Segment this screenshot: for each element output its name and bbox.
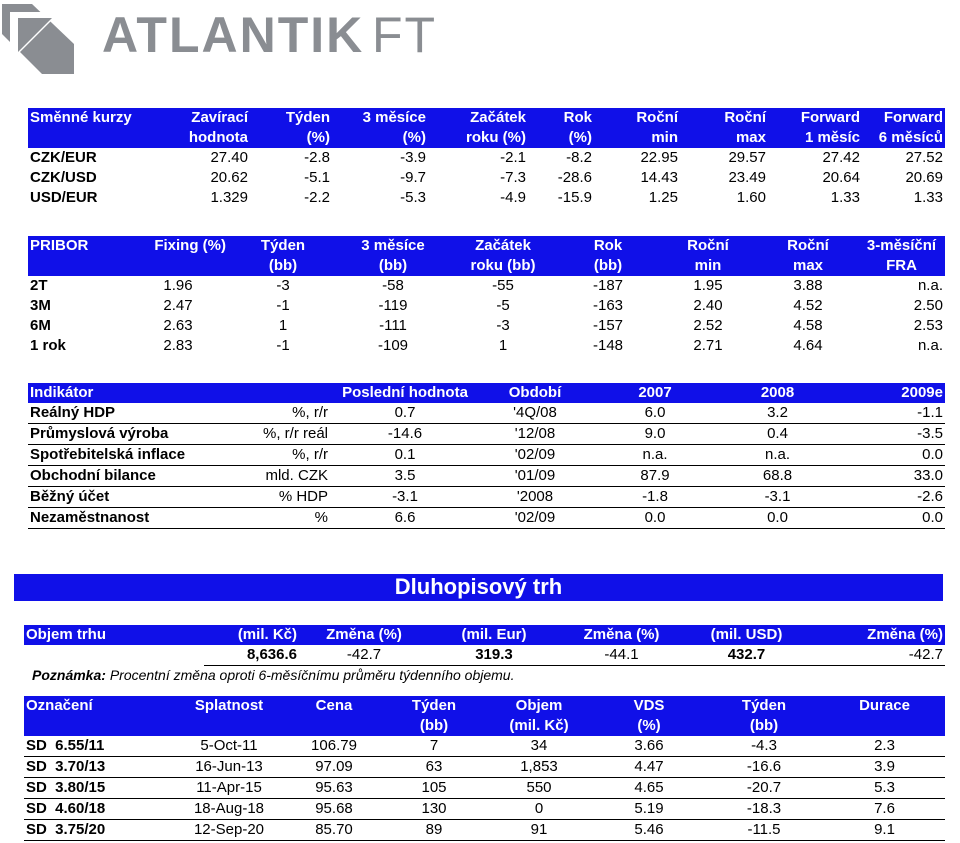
pribor-cell: 1 [278, 317, 288, 334]
table-row [28, 168, 945, 188]
table-row [28, 316, 945, 336]
table-row [28, 336, 945, 356]
fx-cell: 1.60 [736, 189, 766, 206]
bonds-header: Splatnost [174, 696, 284, 716]
bond-cell: 9.1 [824, 820, 945, 841]
fx-header: 3 měsíce [332, 108, 428, 128]
fx-cell: 20.69 [905, 169, 943, 186]
indicator-cell: -3.1 [330, 487, 480, 508]
pribor-cell: 2.50 [913, 297, 943, 314]
pribor-cell: -148 [592, 337, 624, 354]
bond-name: SD 4.60/18 [24, 799, 174, 820]
volume-header: Změna (%) [299, 625, 429, 645]
indicator-name: Běžný účet [28, 487, 218, 508]
indicator-cell: 9.0 [590, 424, 720, 445]
fx-header: Forward [862, 108, 945, 128]
bond-cell: -16.6 [704, 757, 824, 778]
table-row [28, 487, 945, 508]
fx-header: min [594, 128, 680, 148]
fx-header: max [680, 128, 768, 148]
indicator-cell: 0.1 [330, 445, 480, 466]
bond-cell: 5.3 [824, 778, 945, 799]
bond-cell: 85.70 [284, 820, 384, 841]
volume-table [24, 625, 945, 666]
note-label: Poznámka: [32, 667, 106, 683]
bonds-header: (bb) [704, 716, 824, 736]
volume-header: (mil. Eur) [429, 625, 559, 645]
fx-cell: 1.25 [648, 189, 678, 206]
bond-cell: 1,853 [484, 757, 594, 778]
pribor-cell: -119 [378, 297, 408, 314]
fx-header: Začátek [428, 108, 528, 128]
bond-cell: 2.3 [824, 736, 945, 757]
pribor-cell: 2.40 [693, 297, 723, 314]
pribor-header [128, 256, 228, 276]
indicator-cell: 6.0 [590, 403, 720, 424]
table-row [28, 276, 945, 296]
indicators-header: 2007 [590, 383, 720, 403]
indicator-cell: 0.4 [720, 424, 835, 445]
fx-header-row-1 [28, 108, 945, 128]
fx-cell: 27.40 [210, 149, 248, 166]
pribor-cell: -3 [496, 317, 510, 334]
fx-header: Roční [594, 108, 680, 128]
pribor-cell: -5 [496, 297, 510, 314]
pribor-cell: 3.88 [793, 277, 823, 294]
fx-header: 6 měsíců [862, 128, 945, 148]
indicators-header-row [28, 383, 945, 403]
bond-cell: 91 [484, 820, 594, 841]
fx-cell: 1.33 [913, 189, 943, 206]
fx-header: Týden [250, 108, 332, 128]
indicator-name: Reálný HDP [28, 403, 218, 424]
fx-cell: -5.3 [400, 189, 426, 206]
indicator-cell: 0.0 [590, 508, 720, 529]
indicator-cell: n.a. [590, 445, 720, 466]
indicator-cell: 0.0 [835, 445, 945, 466]
pribor-cell: 1 [498, 337, 508, 354]
pribor-header: (bb) [338, 256, 448, 276]
table-row [28, 508, 945, 529]
pribor-header: Roční [758, 236, 858, 256]
bond-cell: 7.6 [824, 799, 945, 820]
fx-cell: 29.57 [728, 149, 766, 166]
bonds-header-row-2 [24, 716, 945, 736]
fx-cell: -2.1 [500, 149, 526, 166]
bonds-header: Týden [384, 696, 484, 716]
fx-cell: -8.2 [566, 149, 592, 166]
bonds-header [174, 716, 284, 736]
pribor-cell: 2.47 [163, 297, 193, 314]
bond-cell: -11.5 [704, 820, 824, 841]
bond-cell: 4.65 [594, 778, 704, 799]
bond-cell: 5-Oct-11 [174, 736, 284, 757]
fx-cell: 1.329 [210, 189, 248, 206]
fx-cell: 22.95 [640, 149, 678, 166]
bond-market-title: Dluhopisový trh [14, 574, 943, 601]
fx-cell: 14.43 [640, 169, 678, 186]
indicator-cell: 3.5 [330, 466, 480, 487]
fx-header: (%) [250, 128, 332, 148]
table-row [28, 424, 945, 445]
indicator-cell: -2.6 [835, 487, 945, 508]
fx-cell: -2.2 [304, 189, 330, 206]
pribor-cell: -111 [379, 317, 407, 334]
bond-cell: 34 [484, 736, 594, 757]
indicator-cell: 3.2 [720, 403, 835, 424]
pribor-cell: -1 [276, 337, 290, 354]
volume-header: Objem trhu [24, 625, 204, 645]
fx-pair: CZK/USD [30, 169, 97, 186]
indicator-cell: 33.0 [835, 466, 945, 487]
fx-cell: 1.33 [830, 189, 860, 206]
indicator-cell: -1.1 [835, 403, 945, 424]
bonds-header [824, 716, 945, 736]
indicator-cell: '01/09 [480, 466, 590, 487]
table-row [28, 148, 945, 168]
pribor-cell: 2.63 [163, 317, 193, 334]
indicator-cell: 68.8 [720, 466, 835, 487]
fx-header: Forward [768, 108, 862, 128]
indicators-header: 2008 [720, 383, 835, 403]
pribor-header: Roční [658, 236, 758, 256]
pribor-header-row-1 [28, 236, 945, 256]
indicator-cell: -14.6 [330, 424, 480, 445]
indicator-cell: %, r/r [218, 445, 330, 466]
bond-cell: 0 [484, 799, 594, 820]
fx-header: Rok [528, 108, 594, 128]
bonds-header: (mil. Kč) [484, 716, 594, 736]
fx-header [28, 128, 148, 148]
fx-cell: -7.3 [500, 169, 526, 186]
bond-cell: 12-Sep-20 [174, 820, 284, 841]
table-row [24, 799, 945, 820]
pribor-cell: 2.83 [163, 337, 193, 354]
volume-cell: 432.7 [684, 645, 809, 666]
volume-cell: 319.3 [429, 645, 559, 666]
volume-header: Změna (%) [559, 625, 684, 645]
fx-pair: CZK/EUR [30, 149, 97, 166]
bond-cell: -18.3 [704, 799, 824, 820]
bonds-header: Cena [284, 696, 384, 716]
pribor-header [28, 256, 128, 276]
indicator-cell: -3.5 [835, 424, 945, 445]
pribor-cell: -163 [592, 297, 624, 314]
pribor-tenor: 1 rok [30, 337, 66, 354]
indicator-cell: -1.8 [590, 487, 720, 508]
pribor-cell: 4.58 [793, 317, 823, 334]
indicator-cell: 87.9 [590, 466, 720, 487]
pribor-cell: -58 [382, 277, 404, 294]
indicator-cell: n.a. [720, 445, 835, 466]
bond-name: SD 3.75/20 [24, 820, 174, 841]
indicator-cell: %, r/r [218, 403, 330, 424]
indicator-name: Nezaměstnanost [28, 508, 218, 529]
pribor-table [28, 236, 945, 356]
indicator-cell: '02/09 [480, 508, 590, 529]
indicator-name: Průmyslová výroba [28, 424, 218, 445]
volume-header: (mil. USD) [684, 625, 809, 645]
indicator-cell: 6.6 [330, 508, 480, 529]
pribor-tenor: 3M [30, 297, 51, 314]
pribor-cell: -1 [276, 297, 290, 314]
bond-cell: 16-Jun-13 [174, 757, 284, 778]
pribor-cell: -3 [276, 277, 290, 294]
fx-cell: -15.9 [557, 189, 592, 206]
fx-cell: -4.9 [500, 189, 526, 206]
indicators-header: Období [480, 383, 590, 403]
bond-name: SD 6.55/11 [24, 736, 174, 757]
bond-cell: 7 [384, 736, 484, 757]
fx-cell: 27.42 [822, 149, 860, 166]
fx-header: Zavírací [148, 108, 250, 128]
pribor-header: Rok [558, 236, 658, 256]
fx-cell: -3.9 [400, 149, 426, 166]
bonds-header [284, 716, 384, 736]
fx-cell: -9.7 [400, 169, 426, 186]
pribor-header: 3-měsíční [858, 236, 945, 256]
volume-cell: -42.7 [299, 645, 429, 666]
pribor-cell: -187 [592, 277, 624, 294]
bonds-header: VDS [594, 696, 704, 716]
volume-cell: -44.1 [559, 645, 684, 666]
indicator-cell: mld. CZK [218, 466, 330, 487]
table-row [24, 736, 945, 757]
indicators-header [218, 383, 330, 403]
fx-header-row-2 [28, 128, 945, 148]
indicators-header: Poslední hodnota [330, 383, 480, 403]
pribor-cell: -157 [592, 317, 624, 334]
pribor-cell: 2.52 [693, 317, 723, 334]
bond-cell: -20.7 [704, 778, 824, 799]
volume-cell: 8,636.6 [204, 645, 299, 666]
bonds-table [24, 696, 945, 841]
pribor-header: Fixing (%) [128, 236, 228, 256]
bonds-header: Durace [824, 696, 945, 716]
pribor-cell: n.a. [917, 337, 943, 354]
bond-cell: 11-Apr-15 [174, 778, 284, 799]
indicators-header: Indikátor [28, 383, 218, 403]
indicators-header: 2009e [835, 383, 945, 403]
bonds-header: (%) [594, 716, 704, 736]
bond-cell: 5.19 [594, 799, 704, 820]
indicator-cell: %, r/r reál [218, 424, 330, 445]
fx-header: (%) [332, 128, 428, 148]
bond-cell: 550 [484, 778, 594, 799]
bond-cell: 18-Aug-18 [174, 799, 284, 820]
bond-cell: 105 [384, 778, 484, 799]
bonds-header: Objem [484, 696, 594, 716]
pribor-cell: -55 [492, 277, 514, 294]
table-row [28, 466, 945, 487]
bond-cell: 3.66 [594, 736, 704, 757]
table-row [28, 296, 945, 316]
indicator-cell: -3.1 [720, 487, 835, 508]
pribor-header: (bb) [558, 256, 658, 276]
logo-mark-icon [2, 4, 74, 74]
fx-cell: -5.1 [304, 169, 330, 186]
indicator-cell: '4Q/08 [480, 403, 590, 424]
volume-cell [24, 645, 204, 666]
pribor-cell: 2.53 [913, 317, 943, 334]
bonds-header: Týden [704, 696, 824, 716]
indicator-cell: 0.7 [330, 403, 480, 424]
volume-cell: -42.7 [809, 645, 945, 666]
bond-cell: 130 [384, 799, 484, 820]
fx-pair: USD/EUR [30, 189, 98, 206]
pribor-header-row-2 [28, 256, 945, 276]
pribor-header: PRIBOR [28, 236, 128, 256]
fx-header: (%) [528, 128, 594, 148]
indicator-cell: 0.0 [720, 508, 835, 529]
table-row [24, 820, 945, 841]
indicator-cell: % HDP [218, 487, 330, 508]
fx-header: 1 měsíc [768, 128, 862, 148]
fx-cell: 20.64 [822, 169, 860, 186]
bonds-header: Označení [24, 696, 174, 716]
bonds-header: (bb) [384, 716, 484, 736]
bonds-header-row-1 [24, 696, 945, 716]
bond-cell: -4.3 [704, 736, 824, 757]
bond-name: SD 3.70/13 [24, 757, 174, 778]
logo-name: ATLANTIK [102, 7, 365, 63]
volume-header: (mil. Kč) [204, 625, 299, 645]
table-row [28, 188, 945, 208]
table-row [28, 445, 945, 466]
table-row [24, 645, 945, 666]
pribor-header: 3 měsíce [338, 236, 448, 256]
pribor-tenor: 6M [30, 317, 51, 334]
fx-table [28, 108, 945, 208]
indicator-cell: 0.0 [835, 508, 945, 529]
note-text: Procentní změna oproti 6-měsíčnímu průměru týdenního objemu. [109, 667, 515, 683]
logo-suffix: FT [372, 7, 438, 63]
bonds-header [24, 716, 174, 736]
indicator-cell: % [218, 508, 330, 529]
volume-header: Změna (%) [809, 625, 945, 645]
logo [2, 2, 462, 74]
pribor-cell: 1.95 [693, 277, 723, 294]
pribor-header: (bb) [228, 256, 338, 276]
table-row [24, 757, 945, 778]
indicators-table [28, 383, 945, 529]
fx-cell: 23.49 [728, 169, 766, 186]
pribor-header: max [758, 256, 858, 276]
pribor-cell: n.a. [917, 277, 943, 294]
table-row [24, 778, 945, 799]
pribor-cell: -109 [377, 337, 409, 354]
indicator-name: Obchodní bilance [28, 466, 218, 487]
volume-note [32, 666, 514, 684]
fx-header: Směnné kurzy [28, 108, 148, 128]
bond-cell: 97.09 [284, 757, 384, 778]
bond-cell: 89 [384, 820, 484, 841]
pribor-header: roku (bb) [448, 256, 558, 276]
bond-cell: 63 [384, 757, 484, 778]
pribor-header: FRA [858, 256, 945, 276]
indicator-cell: '12/08 [480, 424, 590, 445]
bond-cell: 95.63 [284, 778, 384, 799]
bond-cell: 4.47 [594, 757, 704, 778]
fx-cell: 20.62 [210, 169, 248, 186]
pribor-cell: 4.52 [793, 297, 823, 314]
indicator-name: Spotřebitelská inflace [28, 445, 218, 466]
bond-cell: 95.68 [284, 799, 384, 820]
volume-header-row [24, 625, 945, 645]
pribor-cell: 4.64 [793, 337, 823, 354]
indicator-cell: '2008 [480, 487, 590, 508]
fx-header: Roční [680, 108, 768, 128]
bond-name: SD 3.80/15 [24, 778, 174, 799]
pribor-tenor: 2T [30, 277, 48, 294]
bond-cell: 106.79 [284, 736, 384, 757]
fx-cell: -2.8 [304, 149, 330, 166]
fx-header: hodnota [148, 128, 250, 148]
bond-cell: 3.9 [824, 757, 945, 778]
pribor-header: Týden [228, 236, 338, 256]
pribor-cell: 1.96 [163, 277, 193, 294]
fx-cell: -28.6 [557, 169, 592, 186]
table-row [28, 403, 945, 424]
fx-header: roku (%) [428, 128, 528, 148]
indicator-cell: '02/09 [480, 445, 590, 466]
bond-cell: 5.46 [594, 820, 704, 841]
pribor-header: min [658, 256, 758, 276]
pribor-header: Začátek [448, 236, 558, 256]
fx-cell: 27.52 [905, 149, 943, 166]
pribor-cell: 2.71 [693, 337, 723, 354]
